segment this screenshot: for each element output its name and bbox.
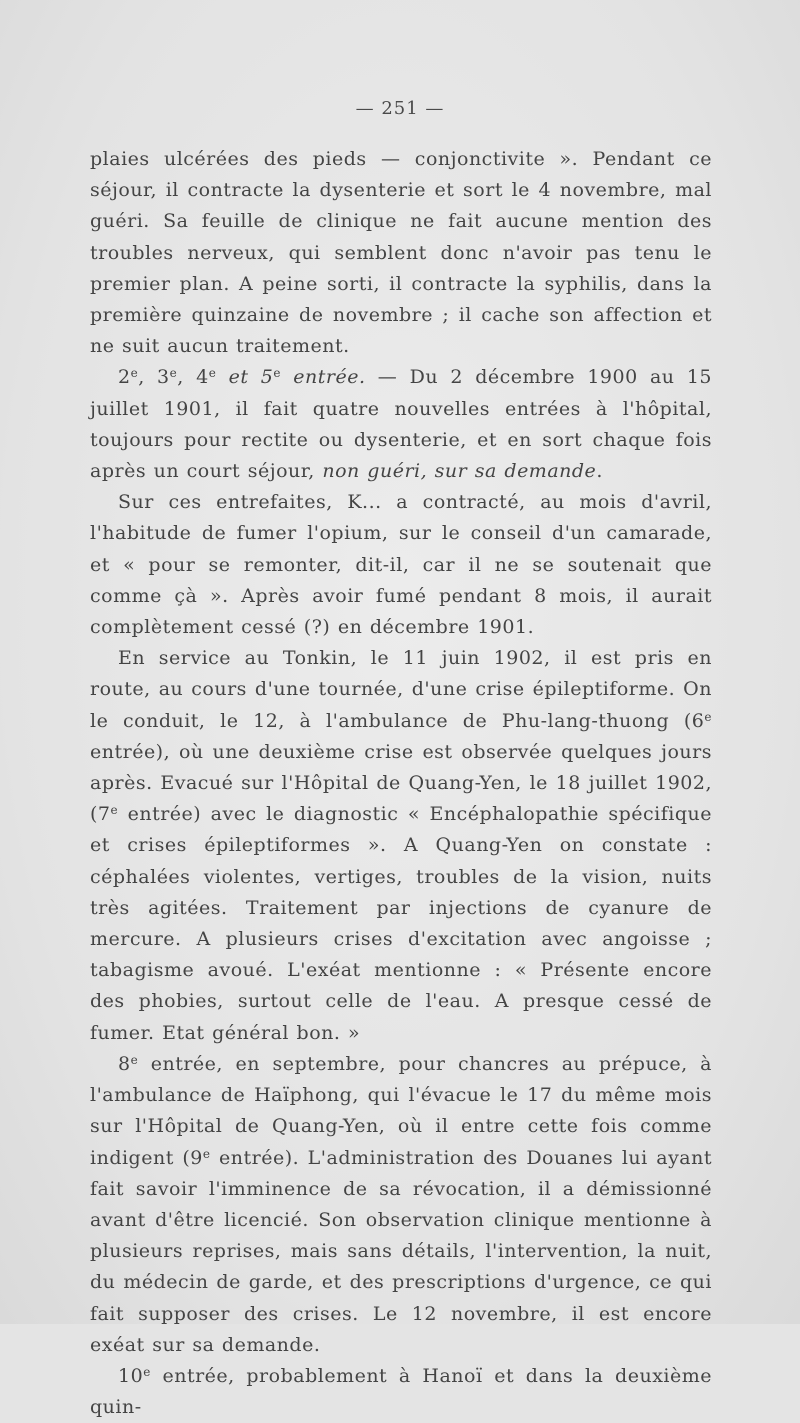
page-number: — 251 — bbox=[355, 98, 445, 119]
paragraph-2: 2e, 3e, 4e et 5e entrée. — Du 2 décembre 1900 au 15 juillet 1901, il fait quatre nouvelles entrées à l'hôpital, toujours pour rectite ou dysenterie, et en sort chaque fois après un court séjour, non guéri, sur sa demande. bbox=[90, 366, 713, 483]
paragraph-4: En service au Tonkin, le 11 juin 1902, il est pris en route, au cours d'une tournée, d'une crise épileptiforme. On le conduit, le 12, à l'ambulance de Phu-lang-thuong (6e entrée), où une deuxième crise est observée quelques jours après. Evacué sur l'Hôpital de Quang-Yen, le 18 juillet 1902, (7e entrée) avec le diagnostic « Encéphalopathie spécifique et crises épileptiformes ». A Quang-Yen on constate : céphalées violentes, vertiges, troubles de la vision, nuits très agitées. Traitement par injections de cyanure de mercure. A plusieurs crises d'excitation avec angoisse ; tabagisme avoué. L'exéat mentionne : « Présente encore des phobies, surtout celle de l'eau. A presque cessé de fumer. Etat général bon. » bbox=[90, 647, 712, 1044]
paragraph-6: 10e entrée, probablement à Hanoï et dans la deuxième quin- bbox=[90, 1364, 712, 1419]
paragraph-1: plaies ulcérées des pieds — conjonctivite ». Pendant ce séjour, il contracte la dysenterie et sort le 4 novembre, mal guéri. Sa feuille de clinique ne fait aucune mention des troubles nerveux, qui semblent donc n'avoir pas tenu le premier plan. A peine sorti, il contracte la syphilis, dans la première quinzaine de novembre ; il cache son affection et ne suit aucun traitement. bbox=[90, 148, 712, 358]
emphasis-non-gueri: non guéri, sur sa demande bbox=[322, 460, 597, 483]
paragraph-3: Sur ces entrefaites, K... a contracté, au mois d'avril, l'habitude de fumer l'opium, sur le conseil d'un camarade, et « pour se remonter, dit-il, car il ne se soutenait que comme çà ». Après avoir fumé pendant 8 mois, il aurait complètement cessé (?) en décembre 1901. bbox=[90, 491, 712, 639]
paragraph-5: 8e entrée, en septembre, pour chancres au prépuce, à l'ambulance de Haïphong, qui l'évacue le 17 du même mois sur l'Hôpital de Quang-Yen, où il entre cette fois comme indigent (9e entrée). L'administration des Douanes lui ayant fait savoir l'imminence de sa révocation, il a démissionné avant d'être licencié. Son observation clinique mentionne à plusieurs reprises, mais sans détails, l'intervention, la nuit, du médecin de garde, et des prescriptions d'urgence, ce qui fait supposer des crises. Le 12 novembre, il est encore exéat sur sa demande. bbox=[90, 1052, 713, 1356]
body-text bbox=[90, 144, 712, 1423]
